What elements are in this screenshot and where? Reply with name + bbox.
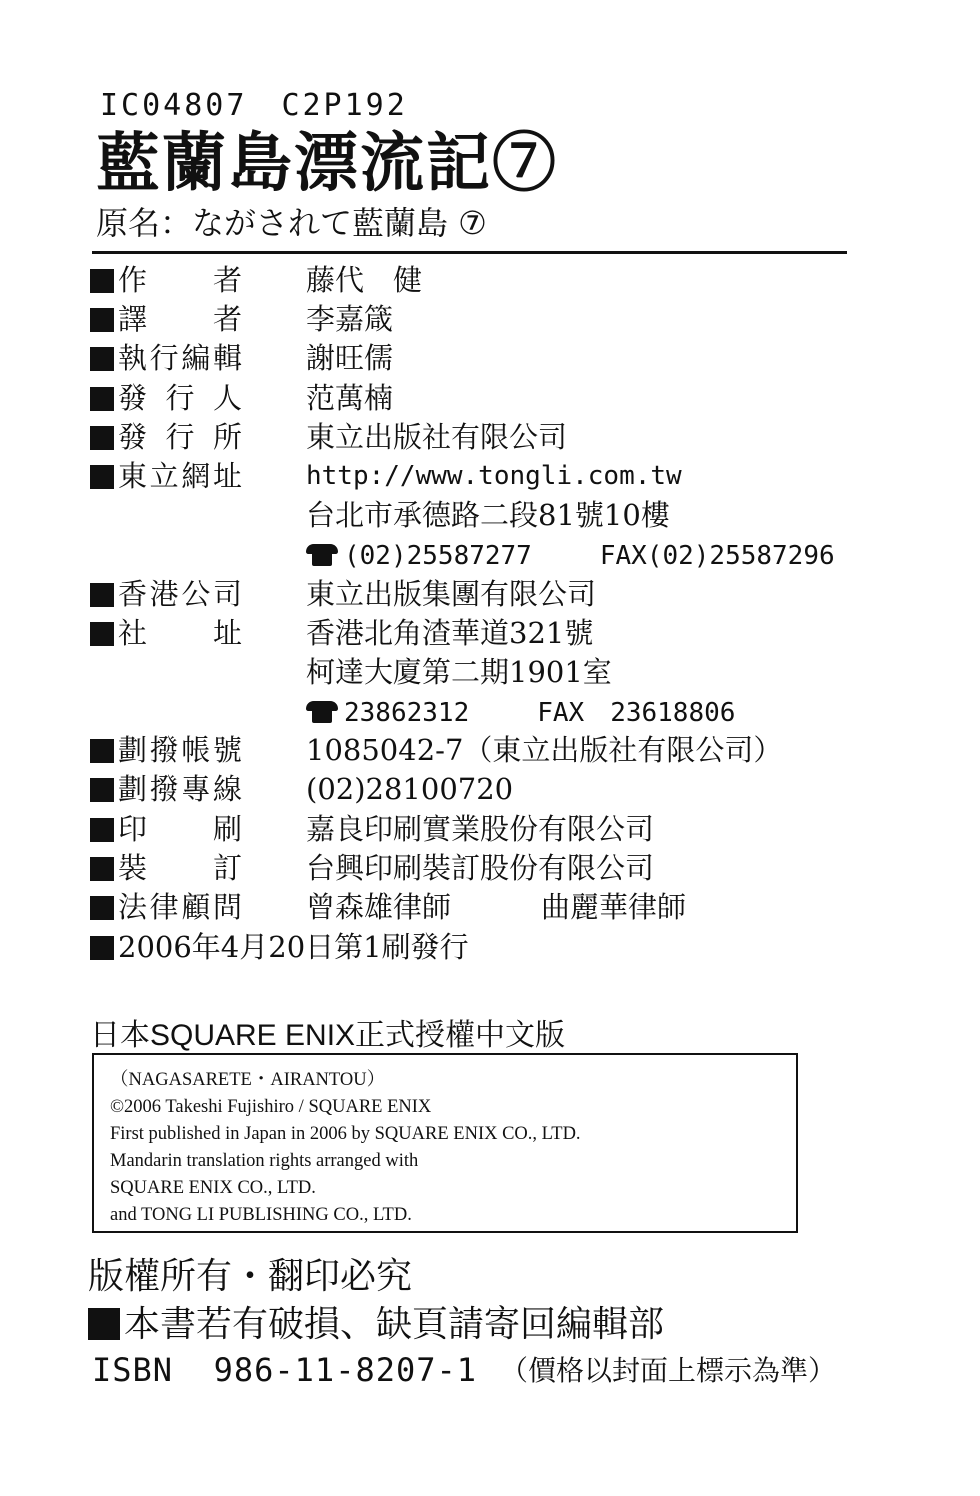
credit-row-hk-address-2 (90, 653, 870, 692)
bullet-square-icon (90, 347, 114, 371)
credit-value: 1085042-7（東立出版社有限公司） (306, 733, 783, 768)
bullet-square-icon (90, 896, 114, 920)
credit-value: 嘉良印刷實業股份有限公司 (306, 811, 655, 846)
credit-row-hk-address (90, 614, 870, 653)
product-code-2: C2P192 (281, 88, 408, 123)
damage-text: 本書若有破損、缺頁請寄回編輯部 (124, 1304, 665, 1345)
credit-label: 社址 (90, 614, 242, 653)
bullet-square-icon (90, 308, 114, 332)
credit-value: 東立出版集團有限公司 (306, 576, 597, 611)
credit-label: 東立網址 (90, 457, 242, 496)
bullet-square-icon (90, 622, 114, 646)
credit-value: 香港北角渣華道321號 (306, 615, 594, 650)
title-divider (92, 251, 847, 254)
release-text: 2006年4月20日第1刷發行 (118, 930, 469, 964)
credit-value: 東立出版社有限公司 (306, 419, 568, 454)
credit-label: 劃撥專線 (90, 770, 242, 809)
credit-label: 作者 (90, 261, 242, 300)
bullet-square-icon (90, 936, 114, 960)
credit-label: 發行人 (90, 379, 242, 418)
telephone-icon (306, 544, 338, 566)
credit-row-website (90, 457, 870, 496)
license-line: Mandarin translation rights arranged with (110, 1151, 419, 1171)
credits-list (90, 261, 870, 927)
credit-value: 范萬楠 (306, 380, 394, 415)
damage-notice (88, 1302, 664, 1348)
credit-row-phone-fax (90, 535, 870, 574)
credit-value: 柯達大廈第二期1901室 (306, 654, 612, 689)
credit-label: 香港公司 (90, 575, 242, 614)
credit-value: 台北市承德路二段81號10樓 (306, 498, 670, 533)
lawyer-2: 曲麗華律師 (541, 890, 687, 924)
bullet-square-icon (90, 583, 114, 607)
credit-row-binding (90, 849, 870, 888)
credit-row-translator (90, 300, 870, 339)
credit-row-publisher-person (90, 379, 870, 418)
credit-label: 發行所 (90, 418, 242, 457)
credit-value: 謝旺儒 (306, 341, 394, 376)
credit-row-transfer-account (90, 731, 870, 770)
price-note: （價格以封面上標示為準） (500, 1354, 837, 1387)
telephone-icon (306, 701, 338, 723)
credit-label: 執行編輯 (90, 339, 242, 378)
isbn: ISBN 986-11-8207-1 (92, 1351, 478, 1389)
credit-row-editor (90, 339, 870, 378)
bullet-square-icon (90, 269, 114, 293)
bullet-square-icon (90, 426, 114, 450)
product-code-1: IC04807 (100, 88, 248, 123)
bullet-square-icon (90, 465, 114, 489)
phone-number: 23862312 (344, 698, 470, 729)
credit-row-transfer-line (90, 770, 870, 809)
credit-row-hk-phone-fax (90, 692, 870, 731)
credit-row-address (90, 496, 870, 535)
credit-label: 印刷 (90, 810, 242, 849)
license-line: （NAGASARETE・AIRANTOU） (110, 1070, 386, 1090)
product-codes (100, 88, 408, 123)
credit-value (306, 888, 686, 927)
license-line: SQUARE ENIX CO., LTD. (110, 1178, 316, 1198)
credit-value: (02)28100720 (306, 772, 514, 807)
credit-row-hk-company (90, 575, 870, 614)
edition-notice: 日本SQUARE ENIX正式授權中文版 (90, 1019, 566, 1052)
license-line: ©2006 Takeshi Fujishiro / SQUARE ENIX (110, 1097, 432, 1117)
bullet-square-icon (88, 1308, 120, 1340)
phone-number: (02)25587277 (344, 541, 532, 572)
fax-number: FAX 23618806 (537, 698, 736, 729)
credit-row-author (90, 261, 870, 300)
license-box (92, 1053, 798, 1233)
credit-label: 劃撥帳號 (90, 731, 242, 770)
website-url: http://www.tongli.com.tw (306, 460, 682, 491)
credit-label: 裝訂 (90, 849, 242, 888)
bullet-square-icon (90, 387, 114, 411)
credit-value (306, 692, 735, 733)
original-title: 原名：ながされて藍蘭島 ⑦ (96, 204, 487, 242)
bullet-square-icon (90, 778, 114, 802)
book-title: 藍蘭島漂流記⑦ (96, 126, 558, 201)
release-date (90, 928, 469, 967)
credit-label: 譯者 (90, 300, 242, 339)
credit-value: 藤代 健 (306, 263, 423, 297)
bullet-square-icon (90, 739, 114, 763)
bullet-square-icon (90, 818, 114, 842)
credit-value: 李嘉箴 (306, 302, 394, 337)
license-line: First published in Japan in 2006 by SQUARE ENIX CO., LTD. (110, 1124, 581, 1144)
credit-value: 台興印刷裝訂股份有限公司 (306, 850, 655, 885)
bullet-square-icon (90, 857, 114, 881)
credit-row-legal (90, 888, 870, 927)
credit-row-printing (90, 810, 870, 849)
credit-label: 法律顧問 (90, 888, 242, 927)
credit-value (306, 535, 835, 576)
credit-row-publisher (90, 418, 870, 457)
lawyer-1: 曾森雄律師 (306, 890, 452, 924)
rights-reserved: 版權所有・翻印必究 (88, 1256, 413, 1297)
license-line: and TONG LI PUBLISHING CO., LTD. (110, 1205, 412, 1225)
fax-number: FAX(02)25587296 (599, 541, 835, 572)
